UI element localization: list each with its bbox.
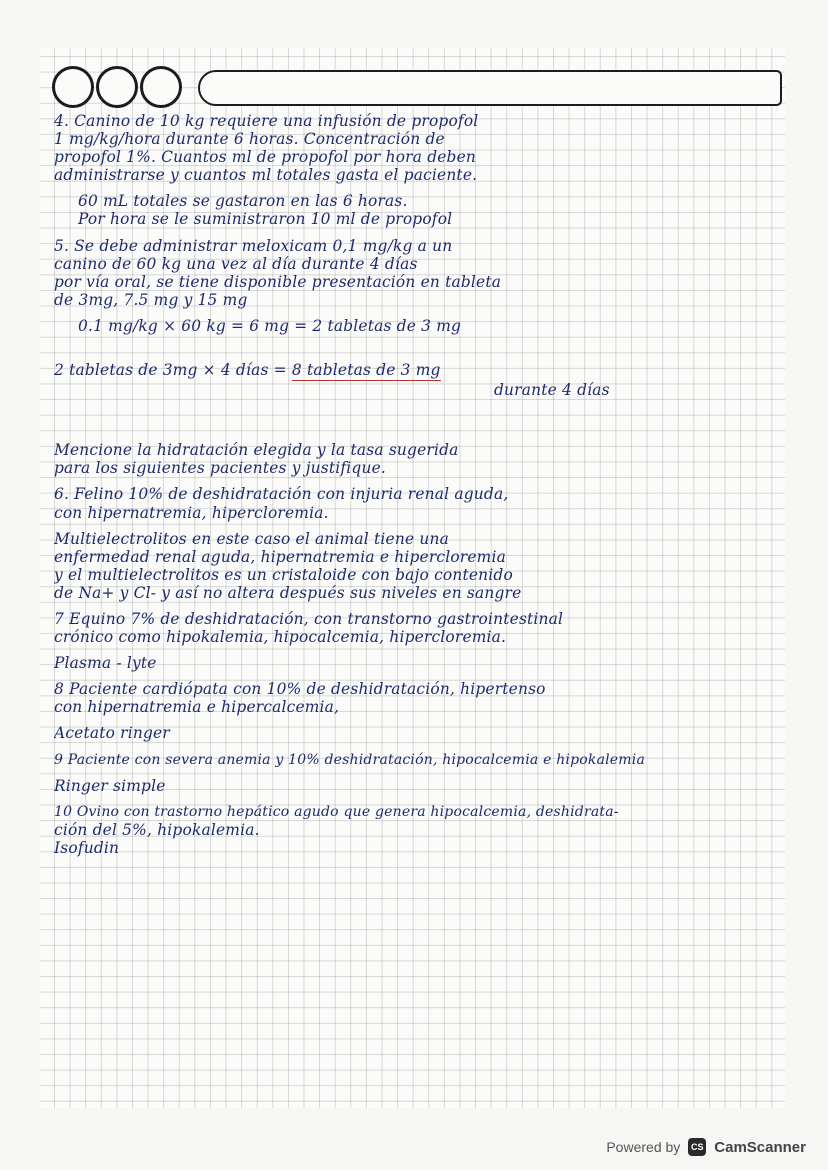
header-circle-3 — [140, 66, 182, 108]
problem-6-answer-1: Multielectrolitos en este caso el animal tiene una — [54, 529, 449, 548]
problem-10-answer: Isofudin — [54, 838, 120, 857]
problem-4-answer-1: 60 mL totales se gastaron en las 6 horas. — [78, 192, 408, 211]
problem-5 — [54, 237, 779, 400]
problem-10 — [54, 803, 779, 857]
camscanner-logo-icon: CS — [688, 1138, 706, 1156]
problem-9-line-1: 9 Paciente con severa anemia y 10% deshidratación, hipocalcemia e hipokalemia — [54, 751, 645, 768]
problem-5-calc-2-result-2: durante 4 días — [494, 381, 610, 400]
section-heading-line-2: para los siguientes pacientes y justifique. — [54, 459, 386, 478]
camscanner-brand: CamScanner — [714, 1138, 806, 1156]
problem-5-line-1: 5. Se debe administrar meloxicam 0,1 mg/kg a un — [54, 236, 453, 255]
problem-6-line-1: 6. Felino 10% de deshidratación con injuria renal aguda, — [54, 485, 509, 504]
problem-10-line-1: 10 Ovino con trastorno hepático agudo que genera hipocalcemia, deshidrata- — [54, 803, 619, 820]
problem-8 — [54, 680, 779, 742]
problem-5-line-3: por vía oral, se tiene disponible presentación en tableta — [54, 272, 502, 291]
problem-6-line-2: con hipernatremia, hipercloremia. — [54, 503, 329, 522]
problem-8-answer: Acetato ringer — [54, 724, 170, 743]
problem-4-line-2: 1 mg/kg/hora durante 6 horas. Concentración de — [54, 130, 445, 149]
handwritten-content — [54, 112, 779, 857]
problem-5-calc-2-left: 2 tabletas de 3mg × 4 días = — [54, 361, 287, 380]
problem-7-line-2: crónico como hipokalemia, hipocalcemia, hipercloremia. — [54, 628, 507, 647]
problem-8-line-1: 8 Paciente cardiópata con 10% de deshidratación, hipertenso — [54, 680, 546, 699]
scanner-watermark — [606, 1138, 806, 1156]
powered-by-text: Powered by — [606, 1139, 681, 1155]
problem-4-line-4: administrarse y cuantos ml totales gasta el paciente. — [54, 166, 478, 185]
problem-5-calc-2-result: 8 tabletas de 3 mg — [292, 361, 441, 381]
problem-5-line-4: de 3mg, 7.5 mg y 15 mg — [54, 290, 248, 309]
problem-5-calc-2 — [54, 361, 779, 381]
problem-8-line-2: con hipernatremia e hipercalcemia, — [54, 698, 340, 717]
problem-9 — [54, 751, 779, 795]
problem-4-line-1: 4. Canino de 10 kg requiere una infusión de propofol — [54, 112, 479, 130]
section-heading — [54, 441, 779, 477]
problem-9-answer: Ringer simple — [54, 776, 166, 795]
header-title-box — [198, 70, 782, 106]
problem-5-calc-1: 0.1 mg/kg × 60 kg = 6 mg = 2 tabletas de 3 mg — [78, 316, 462, 335]
page-header — [48, 58, 778, 108]
problem-4 — [54, 112, 779, 229]
problem-7 — [54, 610, 779, 672]
problem-4-answer-2: Por hora se le suministraron 10 ml de propofol — [78, 210, 453, 229]
header-circle-2 — [96, 66, 138, 108]
problem-7-answer: Plasma - lyte — [54, 654, 157, 673]
problem-10-line-2: ción del 5%, hipokalemia. — [54, 820, 260, 839]
problem-6-answer-4: de Na+ y Cl- y así no altera después sus niveles en sangre — [54, 583, 522, 602]
problem-5-line-2: canino de 60 kg una vez al día durante 4 días — [54, 254, 418, 273]
problem-6-answer-2: enfermedad renal aguda, hipernatremia e hipercloremia — [54, 547, 506, 566]
notebook-page — [40, 48, 785, 1108]
problem-7-line-1: 7 Equino 7% de deshidratación, con transtorno gastrointestinal — [54, 609, 564, 628]
problem-6-answer-3: y el multielectrolitos es un cristaloide con bajo contenido — [54, 565, 513, 584]
problem-4-line-3: propofol 1%. Cuantos ml de propofol por hora deben — [54, 148, 477, 167]
problem-6 — [54, 485, 779, 602]
header-circle-1 — [52, 66, 94, 108]
section-heading-line-1: Mencione la hidratación elegida y la tasa sugerida — [54, 441, 459, 460]
